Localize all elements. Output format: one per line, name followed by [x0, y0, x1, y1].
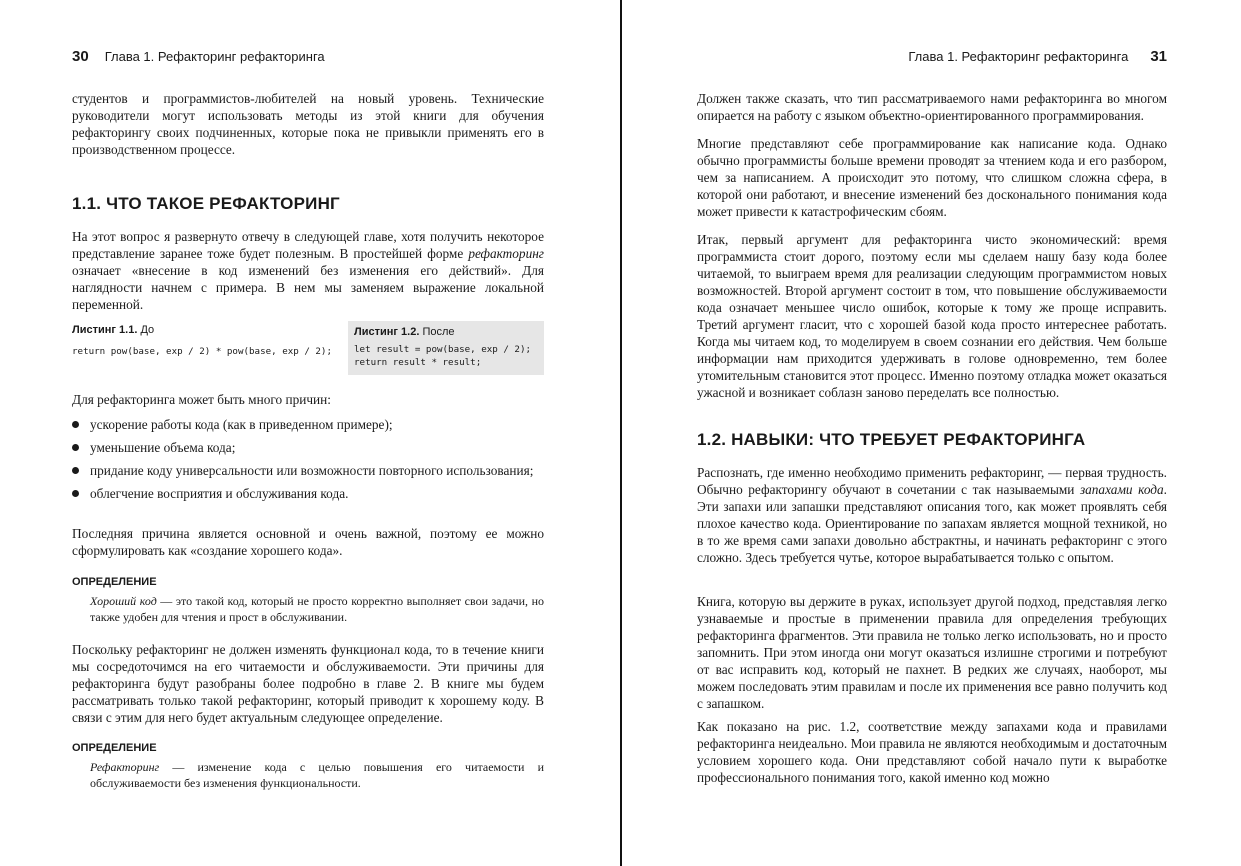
- text-run: . Эти запахи или запашки представляют описания того, как может проявлять себя плохое качество кода. Ориентирование по запахам является мощной техникой, но в то же время сами запахи довольно абстрактны, и начинать рефакторинг с этого сложно. Здесь требуется чутье, которое вырабатывается только с опытом.: [697, 482, 1167, 565]
- list-item: [72, 439, 544, 456]
- section-title: 1.1. ЧТО ТАКОЕ РЕФАКТОРИНГ: [72, 194, 340, 213]
- reasons-intro: Для рефакторинга может быть много причин:: [72, 392, 331, 407]
- definition-paragraph: [72, 228, 544, 313]
- listing-2-title: [354, 326, 544, 338]
- paragraph-2: Многие представляют себе программирование как написание кода. Однако обычно программисты больше времени проводят за чтением кода и его разбором, чем за написанием. А происходит это потому, что слишком сложна сфера, в которой они работают, и внесение изменений без досконального понимания кода может привести к катастрофическим сбоям.: [697, 136, 1167, 219]
- definition-heading-1: ОПРЕДЕЛЕНИЕ: [72, 576, 157, 588]
- term-code-smells: запахами кода: [1079, 482, 1164, 497]
- listing-1-title: [72, 324, 348, 336]
- listing-2: [348, 321, 544, 375]
- last-reason-paragraph: Последняя причина является основной и очень важной, поэтому ее можно сформулировать как «создание хорошего кода».: [72, 526, 544, 558]
- paragraph-1: Должен также сказать, что тип рассматриваемого нами рефакторинга во многом опирается на работу с языком объектно-ориентированного программирования.: [697, 91, 1167, 123]
- page-number: 31: [1150, 48, 1167, 65]
- text-run: Распознать, где именно необходимо применить рефакторинг, — первая трудность. Обычно рефакторингу обучают в сочетании с так называемыми: [697, 465, 1167, 497]
- bullet-icon: [72, 421, 79, 428]
- text-run: — изменение кода с целью повышения его читаемости и обслуживаемости без изменения функциональности.: [90, 760, 544, 790]
- paragraph-6: Как показано на рис. 1.2, соответствие между запахами кода и правилами рефакторинга неидеально. Мои правила не являются необходимым и достаточным условием хорошего кода. Они представляют собой начало пути к выработке профессионального понимания того, какой именно код можно: [697, 719, 1167, 785]
- left-page-header: [72, 48, 325, 65]
- listing-1-code: return pow(base, exp / 2) * pow(base, exp / 2);: [72, 346, 332, 357]
- term-refactoring: Рефакторинг: [90, 760, 160, 774]
- running-head: Глава 1. Рефакторинг рефакторинга: [104, 49, 325, 64]
- bullet-icon: [72, 490, 79, 497]
- listing-label: Листинг 1.1.: [72, 324, 138, 336]
- definition-text-2: [90, 760, 544, 791]
- paragraph-3: Итак, первый аргумент для рефакторинга чисто экономический: время программиста стоит дорого, поэтому если мы сделаем нашу базу кода более читаемой, то выиграем время для реализации следующим программистом новых возможностей. Второй аргумент состоит в том, что повышение обслуживаемости кода означает меньшее число ошибок, которые к тому же проще исправить. Третий аргумент гласит, что с хорошей базой кода просто интереснее работать. Когда мы читаем код, то моделируем в своем сознании его действия. Чем больше информации нам приходится удерживать в голове одновременно, тем более утомительным становится этот процесс. Именно поэтому отладка может оказаться ужасной и возникает соблазн заново переделать все полностью.: [697, 232, 1167, 400]
- listing-caption: После: [419, 326, 455, 338]
- paragraph-4: [697, 464, 1167, 566]
- running-head: Глава 1. Рефакторинг рефакторинга: [908, 49, 1129, 64]
- term-refactoring: рефакторинг: [468, 246, 544, 261]
- section-title: 1.2. НАВЫКИ: ЧТО ТРЕБУЕТ РЕФАКТОРИНГА: [697, 430, 1086, 449]
- list-item: [72, 485, 544, 502]
- list-item-text: придание коду универсальности или возможности повторного использования;: [90, 463, 534, 478]
- paragraph-5: Книга, которую вы держите в руках, использует другой подход, представляя легко узнаваемые и простые в применении правила для определения требующих рефакторинга фрагментов. Эти правила не только легко использовать, но и просто запомнить. При этом иногда они могут оказаться излишне строгими и потребуют от вас исправить код, который не пахнет. В редких же случаях, наоборот, мы можем последовать этим правилам и после их применения все равно получить код с запашком.: [697, 594, 1167, 711]
- text-run: — это такой код, который не просто корректно выполняет свои задачи, но также удобен для чтения и прост в обслуживании.: [90, 594, 544, 624]
- reasons-list: [72, 416, 544, 508]
- definition-heading-2: ОПРЕДЕЛЕНИЕ: [72, 742, 157, 754]
- right-page-header: [908, 48, 1167, 65]
- right-page: [622, 0, 1241, 866]
- listing-1: [72, 324, 348, 358]
- term-good-code: Хороший код: [90, 594, 157, 608]
- list-item-text: уменьшение объема кода;: [90, 440, 236, 455]
- list-item: [72, 462, 544, 479]
- list-item: [72, 416, 544, 433]
- text-run: означает «внесение в код изменений без изменения его действий». Для наглядности начнем с примера. В нем мы заменяем выражение локальной переменной.: [72, 263, 544, 312]
- listing-label: Листинг 1.2.: [354, 326, 420, 338]
- focus-paragraph: Поскольку рефакторинг не должен изменять функционал кода, то в течение книги мы сосредоточимся на его читаемости и обслуживаемости. Эти причины для рефакторинга будут разобраны более подробно в главе 2. В книге мы будем рассматривать только такой рефакторинг, который приводит к хорошему коду. В связи с этим для него будет актуальным следующее определение.: [72, 642, 544, 725]
- definition-text-1: [90, 594, 544, 625]
- text-run: На этот вопрос я развернуто отвечу в следующей главе, хотя получить некоторое представление заранее тоже будет полезным. В простейшей форме: [72, 229, 544, 261]
- listing-caption: До: [137, 324, 155, 336]
- listing-2-code: let result = pow(base, exp / 2); return result * result;: [354, 344, 532, 368]
- bullet-icon: [72, 444, 79, 451]
- list-item-text: облегчение восприятия и обслуживания кода.: [90, 486, 349, 501]
- intro-paragraph: студентов и программистов-любителей на новый уровень. Технические руководители могут использовать методы из этой книги для обучения рефакторингу своих подчиненных, которые пока не привыкли применять его в производственном процессе.: [72, 91, 544, 157]
- bullet-icon: [72, 467, 79, 474]
- page-number: 30: [72, 48, 89, 65]
- list-item-text: ускорение работы кода (как в приведенном примере);: [90, 417, 393, 432]
